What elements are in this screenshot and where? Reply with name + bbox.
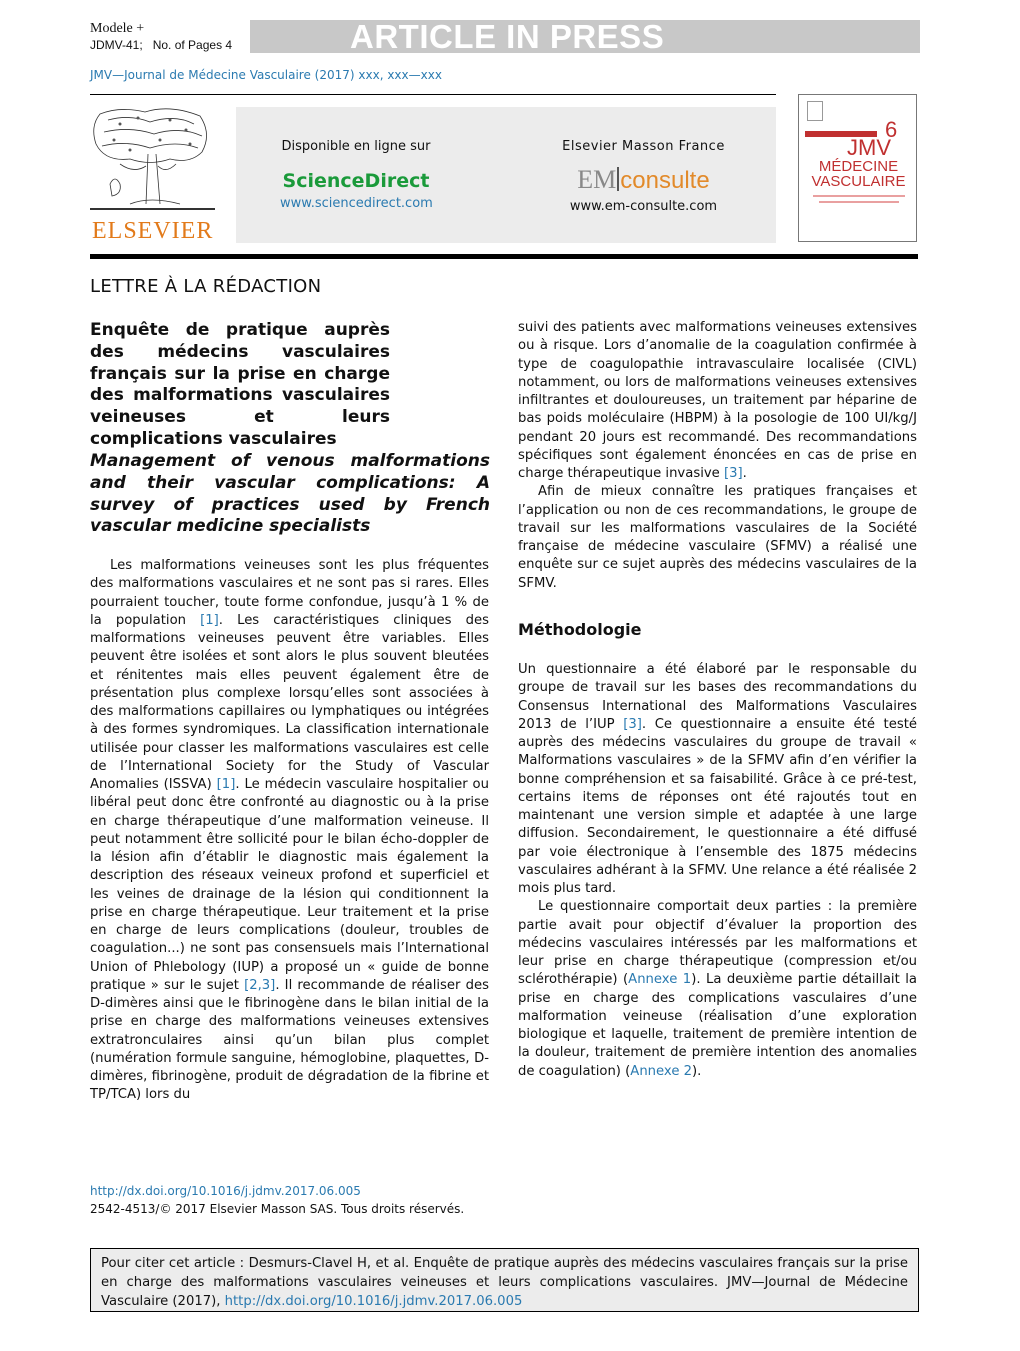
section-heading-methodologie: Méthodologie bbox=[518, 620, 642, 639]
article-title-en: Management of venous malformations and their vascular complications: A survey of practices used by French vascular medicine specialists bbox=[90, 451, 490, 537]
cover-subtitle: MÉDECINE VASCULAIRE bbox=[811, 158, 906, 190]
doi-link[interactable]: http://dx.doi.org/10.1016/j.jdmv.2017.06.005 bbox=[90, 1184, 361, 1198]
citation-text: Pour citer cet article : Desmurs-Clavel H, et al. Enquête de pratique auprès des médecins vasculaires français sur la prise en charge des malformations vasculaires veineuses et leurs complications vasculaires. JMV—Journal de Médecine Vasculaire (2017), bbox=[101, 1256, 908, 1309]
body-right-column-methods bbox=[518, 661, 917, 1081]
doi-footer bbox=[90, 1182, 464, 1218]
modele-label: Modele + bbox=[90, 21, 145, 36]
article-title-fr: Enquête de pratique auprès des médecins vasculaires français sur la prise en charge des malformations vasculaires veineuses et leurs complications vasculaires bbox=[90, 320, 390, 449]
cover-issue-number: 6 bbox=[885, 117, 898, 142]
section-label: LETTRE À LA RÉDACTION bbox=[90, 276, 322, 297]
cover-title: JMV bbox=[847, 135, 891, 160]
body-right-column bbox=[518, 319, 917, 593]
reference-link[interactable]: [1] bbox=[216, 777, 236, 792]
paragraph: Afin de mieux connaître les pratiques françaises et l’application ou non de ces recommandations, le groupe de travail sur les malformations vasculaires de la Société française de médecine vasculaire (SFMV) a réalisé une enquête sur ce sujet auprès des médecins vasculaires de la SFMV. bbox=[518, 484, 917, 591]
sciencedirect-logo[interactable]: ScienceDirect bbox=[282, 170, 430, 192]
article-meta bbox=[90, 20, 232, 54]
emconsulte-link[interactable]: www.em-consulte.com bbox=[569, 199, 718, 214]
citation-doi-link[interactable]: http://dx.doi.org/10.1016/j.jdmv.2017.06.005 bbox=[224, 1294, 523, 1309]
paragraph: Les malformations veineuses sont les plus fréquentes des malformations vasculaires et ne sont pas si rares. Elles pourraient toucher, toute forme confondue, jusqu’à 1 % de la population [1]. Les caractéristiques cliniques des malformations veineuses peuvent être variables. Elles peuvent être isolées et sont alors le plus souvent bleutées et rénitentes mais elles peuvent également être de présentation plus complexe lorsqu’elles sont associées à des malformations capillaires ou lymphatiques ou intégrées à des formes syndromiques. La classification internationale utilisée pour classer les malformations vasculaires est celle de l’International Society for the Study of Vascular Anomalies (ISSVA) [1]. Le médecin vasculaire hospitalier ou libéral peut donc être confronté au diagnostic ou à la prise en charge thérapeutique d’une malformation veineuse. Il peut notamment être sollicité pour le bilan écho-doppler de la lésion afin d’établir le diagnostic mais également la description des réseaux veineux profond et superficiel et les veines de drainage de la lésion qui conditionnent la prise en charge thérapeutique. Leur traitement et la prise en charge de leurs complications (douleur, troubles de coagulation...) ne sont pas consensuels mais l’International Union of Phlebology (IUP) a proposé un « guide de bonne pratique » sur le sujet [2,3]. Il recommande de réaliser des D-dimères ainsi que le fibrinogène dans le bilan initial de la prise en charge des malformations veineuses extensives extratronculaires ainsi qu’un bilan plus complet (numération formule sanguine, hémoglobine, plaquettes, D-dimères, fibrinogène, produit de dégradation de la fibrine et TP/TCA) lors du bbox=[90, 558, 489, 1103]
paragraph: Le questionnaire comportait deux parties : la première partie avait pour objectif d’évaluer la proportion des médecins vasculaires intéressés par les malformations et leur prise en charge thérapeutique (compression et/ou sclérothérapie) (Annexe 1). La deuxième partie détaillait la prise en charge des complications vasculaires d’une malformation veineuse (réalisation d’une exploration biologique et laquelle, traitement de première intention de la douleur, traitement de première intention des anomalies de coagulation) (Annexe 2). bbox=[518, 899, 917, 1079]
emconsulte-logo[interactable]: EM consulte bbox=[577, 165, 710, 194]
body-left-column bbox=[90, 557, 489, 1105]
reference-link[interactable]: [2,3] bbox=[244, 977, 276, 993]
annex-link[interactable]: Annexe 1 bbox=[628, 972, 692, 988]
journal-cover-thumbnail bbox=[798, 94, 917, 242]
reference-link[interactable]: [1] bbox=[200, 612, 219, 628]
reference-link[interactable]: [3] bbox=[623, 716, 642, 732]
available-online-label: Disponible en ligne sur bbox=[281, 139, 431, 154]
citation-box bbox=[90, 1248, 919, 1312]
annex-link[interactable]: Annexe 2 bbox=[630, 1063, 693, 1079]
cover-image-icon bbox=[807, 101, 823, 121]
emconsulte-block bbox=[556, 138, 731, 214]
tree-icon bbox=[90, 104, 215, 216]
header-thick-rule bbox=[90, 254, 918, 259]
header-rule bbox=[90, 94, 776, 95]
reference-link[interactable]: [3] bbox=[723, 466, 743, 481]
journal-code-pages: JDMV-41; No. of Pages 4 bbox=[90, 38, 233, 52]
sciencedirect-link[interactable]: www.sciencedirect.com bbox=[280, 196, 433, 211]
paragraph: Un questionnaire a été élaboré par le responsable du groupe de travail sur les bases des recommandations du Consensus International des Malformations Vasculaires 2013 de l’IUP [3]. Ce questionnaire a ensuite été testé auprès des médecins vasculaires du groupe de travail « Malformations vasculaires » de la SFMV afin d’en vérifier la bonne compréhension et sa faisabilité. Grâce à ce pré-test, certains items de réponses ont été rajoutés tout en maintenant une version simple et adaptée à une large diffusion. Secondairement, le questionnaire a été diffusé par voie électronique à l’ensemble des 1875 médecins vasculaires adhérant à la SFMV. Une relance a été réalisée 2 mois plus tard. bbox=[518, 662, 917, 896]
copyright-line: 2542-4513/© 2017 Elsevier Masson SAS. Tous droits réservés. bbox=[90, 1202, 465, 1216]
elsevier-masson-label: Elsevier Masson France bbox=[562, 139, 725, 154]
elsevier-wordmark: ELSEVIER bbox=[92, 218, 214, 244]
sciencedirect-block bbox=[280, 138, 432, 211]
article-in-press-label: ARTICLE IN PRESS bbox=[350, 18, 665, 55]
journal-citation-line[interactable]: JMV—Journal de Médecine Vasculaire (2017) xxx, xxx—xxx bbox=[90, 68, 442, 82]
paragraph: suivi des patients avec malformations veineuses extensives ou à risque. Lors d’anomalie de la coagulation confirmée à type de coagulopathie intravasculaire localisée (CIVL) notamment, ou lors de malformations veineuses extensives infiltrantes et douloureuses, un traitement par héparine de bas poids moléculaire (HBPM) à la posologie de 100 UI/kg/J pendant 20 jours est recommandé. Des recommandations spécifiques sont également énoncées en cas de prise en charge thérapeutique invasive [3]. bbox=[518, 320, 917, 481]
